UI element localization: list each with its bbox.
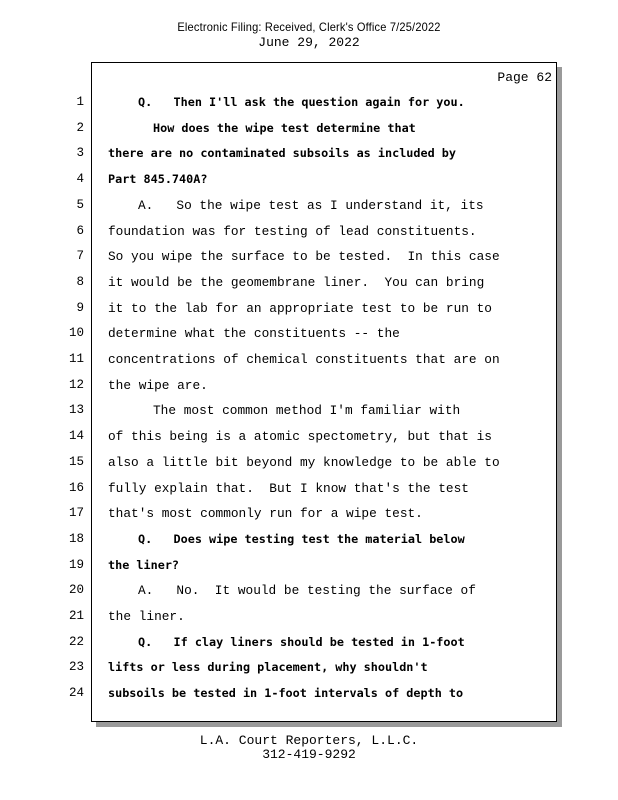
transcript-line [0,352,618,372]
line-text: Q. Then I'll ask the question again for you. [138,95,465,109]
line-text: How does the wipe test determine that [153,120,416,135]
line-text: A. No. It would be testing the surface of [138,583,476,599]
transcript-line [0,249,618,269]
line-text: A. So the wipe test as I understand it, its [138,197,484,213]
transcript-line [0,275,618,295]
transcript-line [0,95,618,115]
transcript-line [0,506,618,526]
line-number: 9 [76,300,84,315]
transcript-line [0,172,618,192]
line-number: 10 [68,326,84,341]
line-text: the liner. [108,609,185,624]
transcript-line [0,558,618,578]
line-number: 14 [68,429,84,444]
line-number: 17 [68,506,84,521]
line-text: it would be the geomembrane liner. You can bring [108,274,485,290]
line-text: determine what the constituents -- the [108,326,400,342]
reporter-phone: 312-419-9292 [262,747,356,762]
line-text: the liner? [108,557,180,572]
line-number: 1 [76,95,84,109]
line-text: it to the lab for an appropriate test to be run to [108,300,492,316]
line-text: of this being is a atomic spectometry, but that is [108,429,492,445]
transcript-line [0,583,618,603]
transcript-line [0,301,618,321]
line-text: lifts or less during placement, why shouldn't [108,660,428,675]
line-text: So you wipe the surface to be tested. In this case [108,249,500,265]
transcript-line [0,455,618,475]
line-number: 12 [68,377,84,392]
transcript-line [0,429,618,449]
line-number: 21 [68,609,84,623]
transcript-line [0,146,618,166]
line-number: 8 [76,274,84,289]
line-number: 5 [76,197,84,212]
transcript-line [0,635,618,655]
line-number: 19 [68,557,84,572]
line-number: 22 [68,634,84,649]
line-text: foundation was for testing of lead constituents. [108,223,477,239]
header-date: June 29, 2022 [258,35,360,50]
line-number: 2 [76,120,84,135]
line-number: 4 [76,172,84,187]
line-number: 23 [68,660,84,675]
page-number: Page 62 [497,70,552,85]
line-number: 11 [68,352,84,366]
transcript-line [0,121,618,141]
transcript-line [0,326,618,346]
line-text: The most common method I'm familiar with [153,403,461,419]
transcript-line [0,660,618,680]
line-number: 18 [68,531,84,546]
transcript-line [0,403,618,423]
transcript-line [0,609,618,629]
line-text: concentrations of chemical constituents that are on [108,352,500,367]
line-text: that's most commonly run for a wipe test. [108,506,423,522]
transcript-line [0,224,618,244]
line-text: the wipe are. [108,377,208,393]
line-number: 7 [76,249,84,264]
line-text: also a little bit beyond my knowledge to be able to [108,454,500,470]
filing-stamp: Electronic Filing: Received, Clerk's Office 7/25/2022 [177,20,441,34]
transcript-line [0,481,618,501]
line-text: subsoils be tested in 1-foot intervals of depth to [108,686,464,701]
transcript-line [0,378,618,398]
line-text: Q. Does wipe testing test the material below [138,531,465,546]
line-number: 13 [68,403,84,418]
line-text: Part 845.740A? [108,172,208,187]
line-text: Q. If clay liners should be tested in 1-foot [138,634,465,649]
line-number: 24 [68,686,84,701]
line-number: 20 [68,583,84,598]
transcript-line [0,198,618,218]
line-text: there are no contaminated subsoils as included by [108,146,457,161]
line-number: 3 [76,146,84,161]
line-text: fully explain that. But I know that's the test [108,480,469,496]
line-number: 15 [68,454,84,469]
transcript-line [0,686,618,706]
line-number: 16 [68,480,84,495]
transcript-line [0,532,618,552]
reporter-company: L.A. Court Reporters, L.L.C. [199,733,419,748]
line-number: 6 [76,223,84,238]
